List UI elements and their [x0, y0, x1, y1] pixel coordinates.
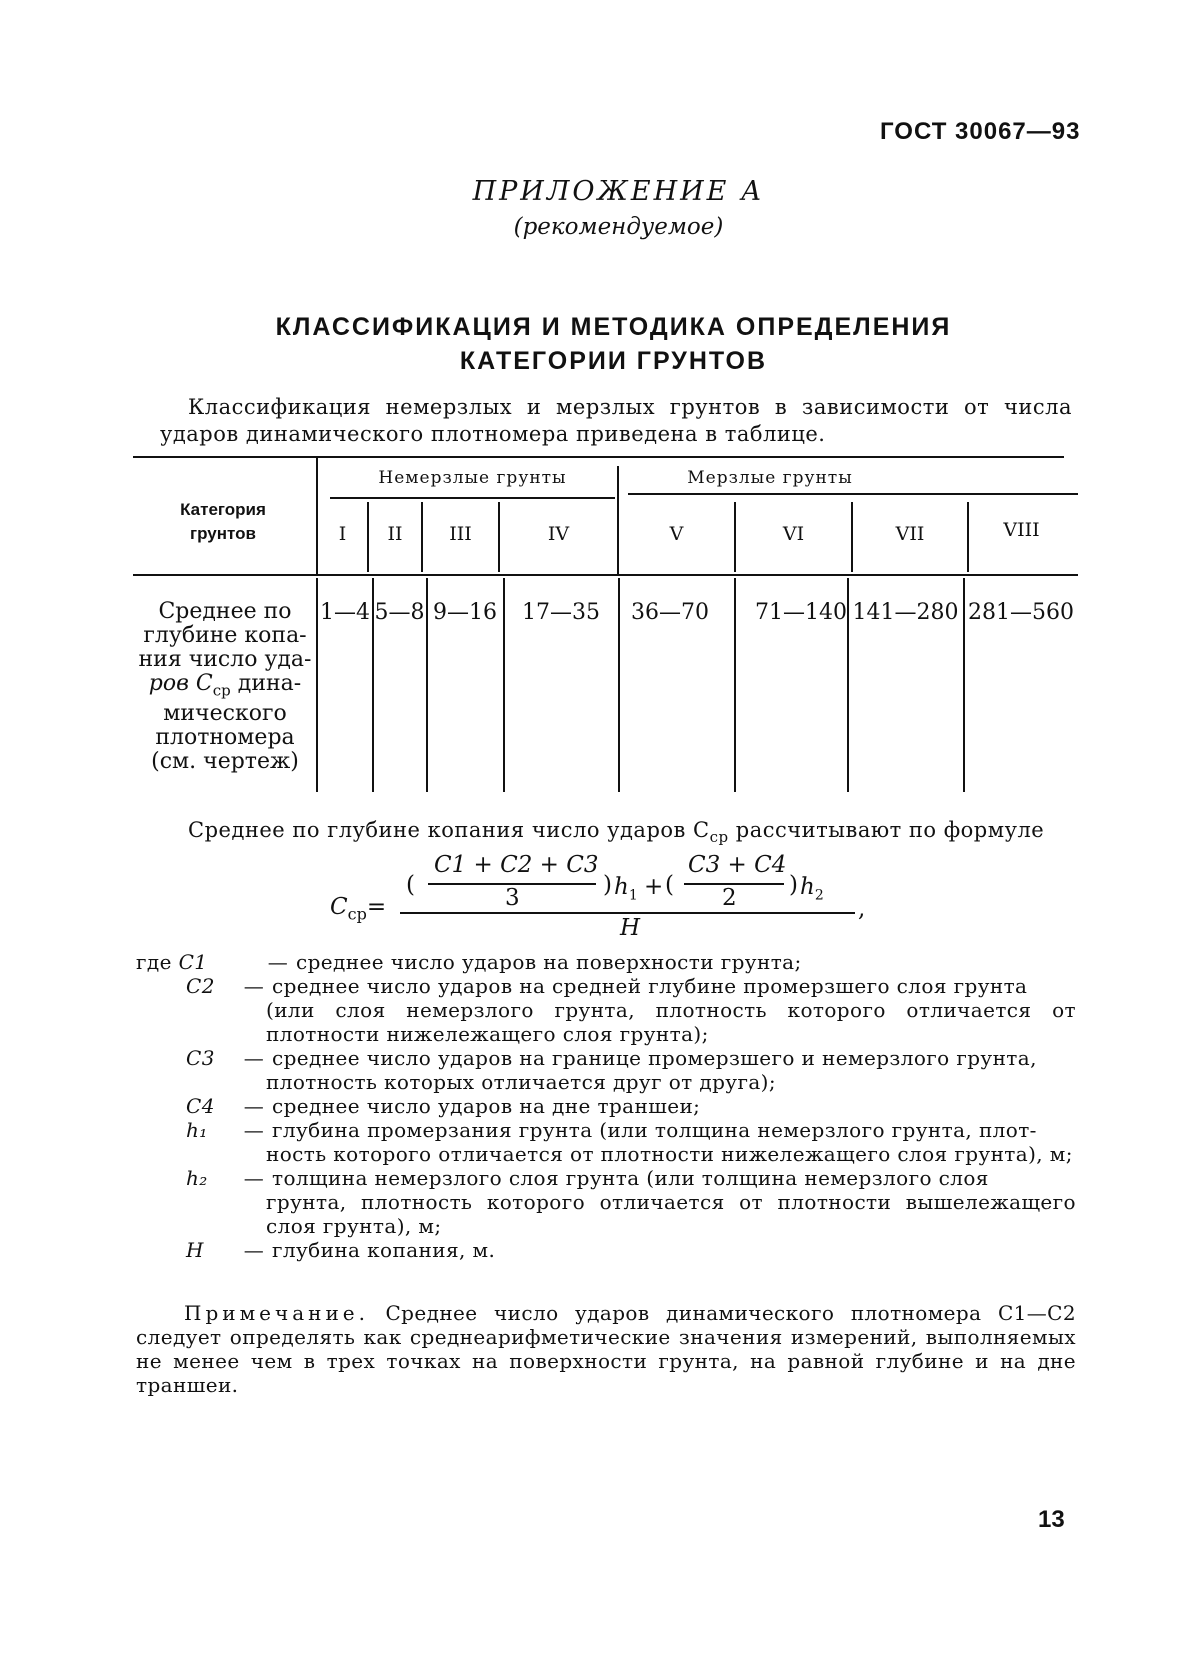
- section-heading-line2: КАТЕГОРИИ ГРУНТОВ: [459, 347, 768, 375]
- definition-item: [136, 1166, 1076, 1190]
- definition-dash: —: [243, 1238, 265, 1262]
- row-label-line: ния число уда-: [138, 647, 312, 672]
- definition-dash: —: [243, 1118, 265, 1142]
- definitions-where: где: [136, 950, 172, 974]
- row-label-symbol: ров C: [148, 671, 213, 696]
- definition-continuation: плотность которых отличается друг от друга);: [266, 1070, 777, 1094]
- formula-close-2: ): [789, 872, 798, 898]
- formula-h2: [800, 874, 824, 904]
- table-value-6: 71—140: [755, 600, 847, 625]
- table-value-4: 17—35: [522, 600, 600, 625]
- category-header: Категория грунтов: [180, 500, 266, 543]
- row-label-line: [136, 672, 314, 702]
- category-col-1: I: [338, 523, 347, 545]
- definition-text: среднее число ударов на средней глубине промерзшего слоя грунта: [272, 974, 1028, 998]
- definition-text: толщина немерзлого слоя грунта (или толщина немерзлого слоя: [272, 1166, 989, 1190]
- table-value-5: 36—70: [631, 600, 709, 625]
- row-label: [136, 600, 314, 774]
- row-label-text: дина-: [230, 671, 302, 696]
- category-col-5: V: [669, 523, 684, 545]
- formula-main-bar: [400, 912, 855, 914]
- formula-close-1: ): [603, 872, 612, 898]
- definition-symbol: C4: [186, 1094, 215, 1118]
- row-label-line: плотномера: [155, 725, 295, 751]
- category-col-7: VII: [895, 523, 925, 545]
- category-col-4: IV: [547, 523, 570, 545]
- table-group-rule-right: [628, 493, 1078, 495]
- formula-h2-subscript: 2: [814, 887, 824, 904]
- definition-continuation: (или слоя немерзлого грунта, плотность которого отличается от плотности нижележащего слоя грунта);: [266, 998, 1076, 1046]
- formula-den-2: 2: [722, 885, 737, 911]
- note-text: Среднее число ударов динамического плотномера C1—C2 следует определять как среднеарифметические значения измерений, выполняемых не менее чем в трех точках на поверхности грунта, на равной глубине и на дне траншеи.: [136, 1301, 1076, 1397]
- row-label-subscript: ср: [212, 681, 231, 700]
- appendix-title: ПРИЛОЖЕНИЕ А: [472, 176, 765, 207]
- formula-denominator: H: [620, 915, 641, 941]
- definition-text: среднее число ударов на дне траншеи;: [272, 1094, 701, 1118]
- definition-continuation: грунта, плотность которого отличается от плотности вышележащего слоя грунта), м;: [266, 1190, 1076, 1238]
- definition-item: [136, 1118, 1076, 1142]
- formula-lhs-symbol: C: [330, 894, 348, 920]
- formula-open-2: (: [665, 872, 674, 898]
- category-col-3: III: [449, 523, 472, 545]
- table-vline-1: [316, 458, 318, 574]
- formula-h1: [614, 874, 638, 904]
- definition-dash: —: [267, 950, 289, 974]
- category-col-2: II: [387, 523, 403, 545]
- definition-dash: —: [243, 1046, 265, 1070]
- definition-symbol: C3: [186, 1046, 215, 1070]
- definition-item: [136, 1046, 1076, 1070]
- formula-equals: =: [366, 894, 387, 920]
- formula-h1-subscript: 1: [628, 887, 638, 904]
- definition-item: [136, 1238, 1076, 1262]
- page-number: 13: [1038, 1506, 1065, 1533]
- formula-h2-symbol: h: [800, 874, 815, 900]
- table-value-7: 141—280: [852, 600, 959, 625]
- category-col-8: VIII: [1003, 519, 1040, 541]
- table-vline-5-top: [617, 466, 619, 574]
- row-label-line: Среднее по: [158, 599, 292, 624]
- definition-item: [136, 1094, 1076, 1118]
- definition-symbol: H: [186, 1238, 204, 1262]
- section-heading-line1: КЛАССИФИКАЦИЯ И МЕТОДИКА ОПРЕДЕЛЕНИЯ: [275, 313, 952, 341]
- note-label: Примечание.: [184, 1301, 369, 1325]
- formula-trail: ,: [858, 896, 866, 922]
- definition-dash: —: [243, 1166, 265, 1190]
- table-header-rule: [133, 574, 1078, 576]
- formula-open-1: (: [406, 872, 415, 898]
- definition-symbol: h₁: [186, 1118, 208, 1142]
- category-col-6: VI: [782, 523, 805, 545]
- definitions-list: [136, 950, 1076, 1262]
- row-label-line: (см. чертеж): [151, 749, 299, 775]
- formula-lhs-subscript: ср: [347, 904, 367, 924]
- formula-lhs: [330, 894, 386, 924]
- standard-number: ГОСТ 30067—93: [880, 118, 1081, 145]
- table-top-rule: [133, 456, 1064, 458]
- frozen-group-header: Мерзлые грунты: [687, 468, 853, 488]
- formula-den-1: 3: [505, 885, 520, 911]
- note-paragraph: [136, 1301, 1076, 1397]
- definition-item: [136, 950, 1076, 974]
- definition-text: глубина копания, м.: [272, 1238, 496, 1262]
- formula-intro-end: рассчитывают по формуле: [728, 818, 1045, 842]
- formula-intro-text: Среднее по глубине копания число ударов C: [188, 818, 710, 842]
- definition-continuation: ность которого отличается от плотности нижележащего слоя грунта), м;: [266, 1142, 1073, 1166]
- formula-h1-symbol: h: [614, 874, 629, 900]
- definition-dash: —: [243, 974, 265, 998]
- appendix-subtitle: (рекомендуемое): [513, 214, 724, 240]
- definition-text: среднее число ударов на поверхности грунта;: [296, 950, 802, 974]
- table-group-rule-left: [330, 497, 615, 499]
- table-value-3: 9—16: [433, 600, 497, 625]
- unfrozen-group-header: Немерзлые грунты: [378, 468, 567, 488]
- intro-paragraph: Классификация немерзлых и мерзлых грунтов в зависимости от числа ударов динамического плотномера приведена в таблице.: [160, 395, 1072, 446]
- definition-symbol: h₂: [186, 1166, 208, 1190]
- table-value-1: 1—4: [320, 600, 370, 625]
- formula-num-1: C1 + C2 + C3: [434, 852, 599, 878]
- definition-symbol-text: C1: [178, 950, 208, 974]
- definition-dash: —: [243, 1094, 265, 1118]
- formula-intro: [188, 818, 1078, 846]
- section-heading: [0, 310, 1187, 378]
- row-label-line: мического: [163, 701, 287, 727]
- definition-item: [136, 974, 1076, 998]
- formula-num-2: C3 + C4: [688, 852, 787, 878]
- table-value-2: 5—8: [374, 600, 425, 625]
- row-label-line: глубине копа-: [143, 623, 307, 648]
- formula-plus: +: [644, 874, 664, 900]
- definition-symbol: C2: [186, 974, 215, 998]
- definition-text: глубина промерзания грунта (или толщина немерзлого грунта, плот-: [272, 1118, 1037, 1142]
- definition-text: среднее число ударов на границе промерзшего и немерзлого грунта,: [272, 1046, 1037, 1070]
- definition-symbol: [136, 950, 260, 974]
- formula-intro-subscript: ср: [709, 828, 729, 847]
- table-value-8: 281—560: [968, 600, 1074, 625]
